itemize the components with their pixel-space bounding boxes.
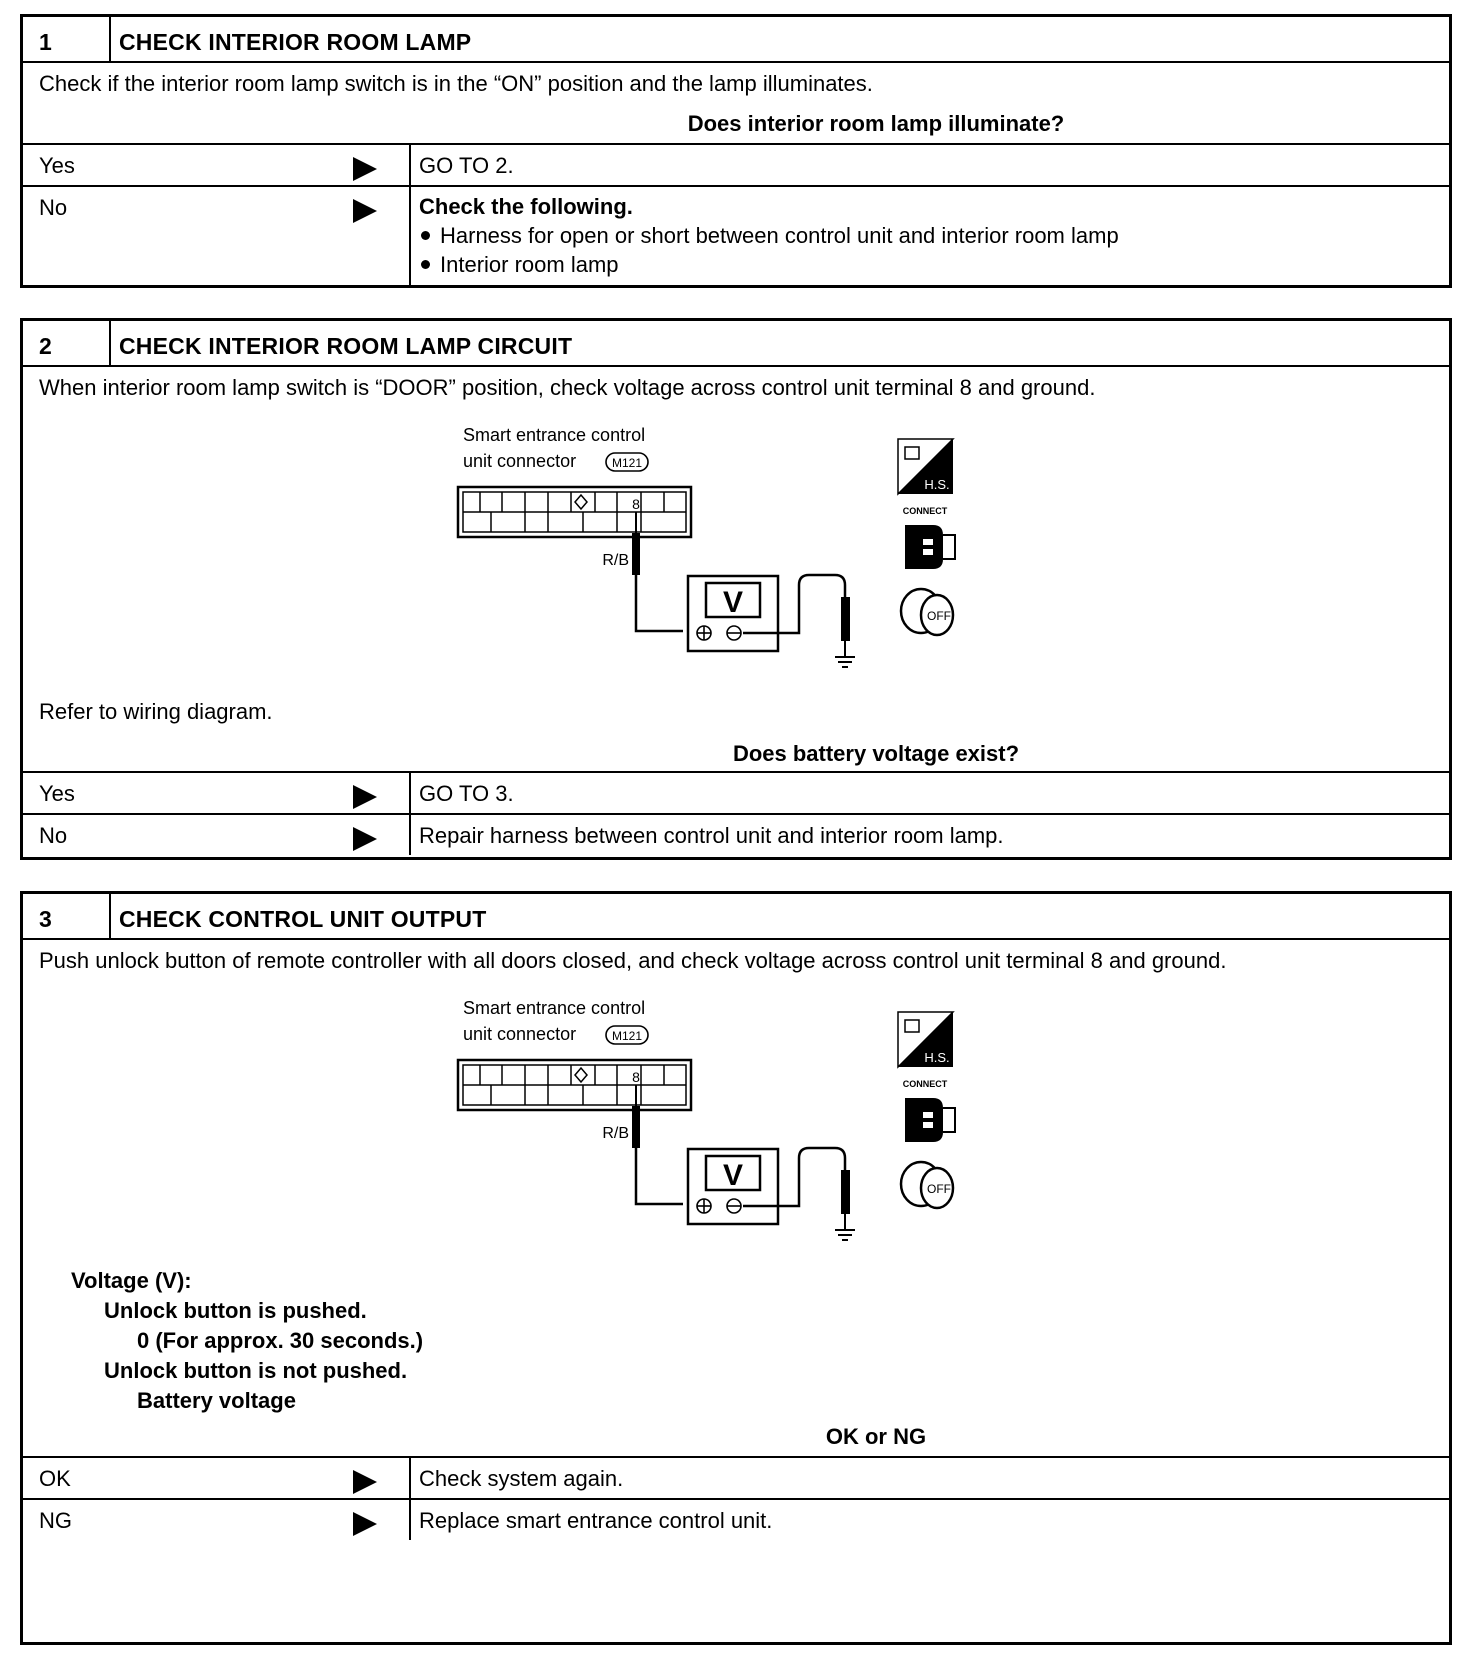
- step-2-box: [20, 318, 1452, 860]
- ignition-key-off-icon: [901, 1162, 953, 1208]
- svg-text:V: V: [722, 1159, 744, 1192]
- connect-label: CONNECT: [902, 1079, 948, 1089]
- terminal-number: 8: [632, 496, 640, 512]
- probe-positive: [632, 533, 640, 575]
- arrow-right-icon: [353, 827, 377, 851]
- value-not-pushed: Battery voltage: [137, 1388, 296, 1413]
- connector-connect-icon: [905, 1098, 955, 1142]
- wire-color-label: R/B: [602, 1125, 629, 1142]
- connector-block: [458, 487, 691, 537]
- probe-negative: [841, 597, 850, 641]
- step-3-box: [20, 891, 1452, 1645]
- arrow-right-icon: [353, 1470, 377, 1494]
- no-result-title: Check the following.: [419, 194, 633, 219]
- svg-text:H.S.: H.S.: [924, 1050, 950, 1065]
- arrow-right-icon: [353, 199, 377, 223]
- connector-id-badge: [606, 453, 648, 471]
- connector-id-badge: [606, 1026, 648, 1044]
- harness-side-icon: [898, 439, 953, 494]
- step-3-ng-row: [23, 1498, 1449, 1540]
- voltage-check-diagram: [443, 421, 963, 681]
- step-2-number: 2: [23, 321, 111, 365]
- step-1-no-row: [23, 185, 1449, 285]
- step-2-instruction: When interior room lamp switch is “DOOR” position, check voltage across control unit terminal 8 and ground.: [39, 375, 1096, 400]
- no-label: No: [39, 823, 68, 848]
- step-2-title: CHECK INTERIOR ROOM LAMP CIRCUIT: [119, 333, 573, 359]
- yes-label: Yes: [39, 153, 75, 178]
- arrow-right-icon: [353, 1512, 377, 1536]
- ground-icon: [835, 641, 855, 667]
- no-result-item: Interior room lamp: [419, 250, 1449, 279]
- step-2-question: Does battery voltage exist?: [732, 741, 1020, 766]
- ng-label: NG: [39, 1508, 72, 1533]
- step-1-yes-row: [23, 143, 1449, 185]
- step-3-question: OK or NG: [825, 1424, 927, 1449]
- condition-not-pushed: Unlock button is not pushed.: [104, 1358, 408, 1383]
- condition-pushed: Unlock button is pushed.: [104, 1298, 367, 1323]
- connector-label-1: Smart entrance control: [463, 425, 646, 445]
- value-pushed: 0 (For approx. 30 seconds.): [137, 1328, 424, 1353]
- ground-icon: [835, 1214, 855, 1240]
- terminal-number: 8: [632, 1069, 640, 1085]
- voltage-check-diagram: [443, 994, 963, 1254]
- ok-result: Check system again.: [419, 1466, 624, 1491]
- voltmeter: [688, 1149, 778, 1224]
- no-result-item: Harness for open or short between control unit and interior room lamp: [419, 221, 1449, 250]
- svg-text:H.S.: H.S.: [924, 477, 950, 492]
- connector-connect-icon: [905, 525, 955, 569]
- ok-label: OK: [39, 1466, 71, 1491]
- step-3-title: CHECK CONTROL UNIT OUTPUT: [119, 906, 487, 932]
- step-3-ok-row: [23, 1456, 1449, 1498]
- arrow-right-icon: [353, 785, 377, 809]
- svg-text:OFF: OFF: [927, 1182, 951, 1196]
- step-1-instruction: Check if the interior room lamp switch is in the “ON” position and the lamp illuminates.: [39, 71, 873, 96]
- yes-result: GO TO 2.: [419, 153, 514, 178]
- step-3-instruction: Push unlock button of remote controller with all doors closed, and check voltage across control unit terminal 8 and ground.: [39, 948, 1227, 973]
- step-1-number: 1: [23, 17, 111, 61]
- step-2-no-row: [23, 813, 1449, 855]
- no-result: Repair harness between control unit and interior room lamp.: [419, 823, 1004, 848]
- connector-label-2: unit connector: [463, 451, 577, 471]
- connect-label: CONNECT: [902, 506, 948, 516]
- arrow-right-icon: [353, 157, 377, 181]
- connector-block: [458, 1060, 691, 1110]
- voltmeter: [688, 576, 778, 651]
- harness-side-icon: [898, 1012, 953, 1067]
- bullet-icon: [421, 231, 430, 240]
- no-label: No: [39, 195, 68, 220]
- step-1-question: Does interior room lamp illuminate?: [687, 111, 1065, 136]
- yes-result: GO TO 3.: [419, 781, 514, 806]
- svg-text:M121: M121: [611, 456, 643, 470]
- step-1-title: CHECK INTERIOR ROOM LAMP: [119, 29, 472, 55]
- voltage-spec: [71, 1266, 423, 1416]
- svg-text:OFF: OFF: [927, 609, 951, 623]
- svg-text:M121: M121: [611, 1029, 643, 1043]
- step-2-note: Refer to wiring diagram.: [39, 699, 273, 724]
- step-2-yes-row: [23, 771, 1449, 813]
- probe-positive: [632, 1106, 640, 1148]
- bullet-icon: [421, 260, 430, 269]
- wire-color-label: R/B: [602, 552, 629, 569]
- connector-label-2: unit connector: [463, 1024, 577, 1044]
- step-3-number: 3: [23, 894, 111, 938]
- voltage-title: Voltage (V):: [71, 1268, 192, 1293]
- probe-negative: [841, 1170, 850, 1214]
- step-2-header: [23, 321, 1449, 367]
- step-1-header: [23, 17, 1449, 63]
- ng-result: Replace smart entrance control unit.: [419, 1508, 773, 1533]
- connector-label-1: Smart entrance control: [463, 998, 646, 1018]
- svg-text:V: V: [722, 586, 744, 619]
- yes-label: Yes: [39, 781, 75, 806]
- ignition-key-off-icon: [901, 589, 953, 635]
- step-1-box: [20, 14, 1452, 288]
- step-3-header: [23, 894, 1449, 940]
